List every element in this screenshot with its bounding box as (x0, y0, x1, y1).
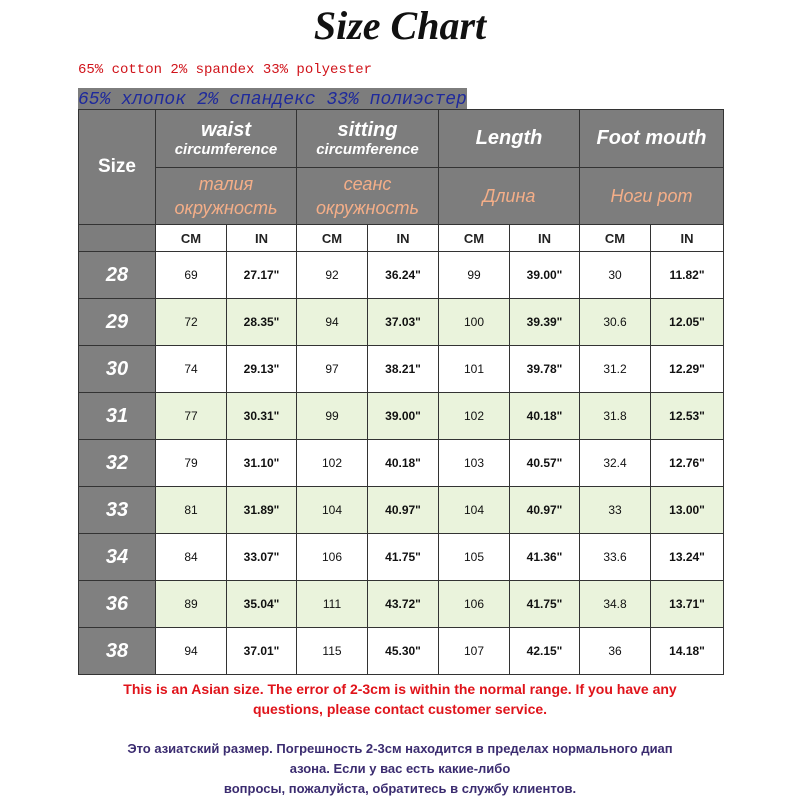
size-rows (79, 252, 724, 675)
foot-cm-cell: 30 (580, 252, 651, 299)
page-title: Size Chart (313, 3, 487, 48)
unit-in: IN (651, 225, 724, 252)
size-table (78, 109, 724, 675)
length-in-cell: 40.18" (510, 393, 580, 440)
waist-in-cell: 37.01" (227, 628, 297, 675)
foot-header (580, 110, 724, 168)
waist-in-cell: 31.89" (227, 487, 297, 534)
material-english: 65% cotton 2% spandex 33% polyester (78, 62, 373, 78)
note-russian-line1: Это азиатский размер. Погрешность 2-3см находится в пределах нормального диап (127, 741, 673, 756)
length-cm-cell: 104 (439, 487, 510, 534)
note-russian-line2: азона. Если у вас есть какие-либо (289, 761, 511, 776)
size-cell: 28 (79, 252, 156, 299)
waist-cm-cell: 74 (156, 346, 227, 393)
length-in-cell: 42.15" (510, 628, 580, 675)
size-cell: 30 (79, 346, 156, 393)
sitting-in-cell: 41.75" (368, 534, 439, 581)
waist-cm-cell: 84 (156, 534, 227, 581)
length-cm-cell: 100 (439, 299, 510, 346)
sitting-cm-cell: 92 (297, 252, 368, 299)
foot-in-cell: 12.29" (651, 346, 724, 393)
foot-cm-cell: 36 (580, 628, 651, 675)
waist-header (156, 110, 297, 168)
unit-in: IN (368, 225, 439, 252)
unit-cm: CM (156, 225, 227, 252)
sitting-in-cell: 43.72" (368, 581, 439, 628)
waist-in-cell: 35.04" (227, 581, 297, 628)
size-cell: 36 (79, 581, 156, 628)
length-header-ru: Длина (439, 168, 580, 225)
foot-cm-cell: 33.6 (580, 534, 651, 581)
length-cm-cell: 103 (439, 440, 510, 487)
length-in-cell: 40.57" (510, 440, 580, 487)
size-cell: 32 (79, 440, 156, 487)
table-row (79, 299, 724, 346)
waist-cm-cell: 79 (156, 440, 227, 487)
length-cm-cell: 107 (439, 628, 510, 675)
sitting-cm-cell: 97 (297, 346, 368, 393)
foot-in-cell: 12.05" (651, 299, 724, 346)
waist-in-cell: 31.10" (227, 440, 297, 487)
waist-in-cell: 27.17" (227, 252, 297, 299)
foot-in-cell: 11.82" (651, 252, 724, 299)
sitting-cm-cell: 99 (297, 393, 368, 440)
foot-cm-cell: 34.8 (580, 581, 651, 628)
sitting-in-cell: 40.97" (368, 487, 439, 534)
sitting-header-ru: сеанс окружность (297, 168, 439, 225)
length-cm-cell: 106 (439, 581, 510, 628)
sitting-cm-cell: 106 (297, 534, 368, 581)
foot-in-cell: 13.71" (651, 581, 724, 628)
sitting-cm-cell: 115 (297, 628, 368, 675)
table-row (79, 534, 724, 581)
table-row (79, 346, 724, 393)
size-cell: 34 (79, 534, 156, 581)
note-russian (0, 739, 800, 799)
note-russian-line3: вопросы, пожалуйста, обратитесь в службу клиентов. (223, 781, 577, 796)
length-header-label: Length (475, 127, 543, 149)
sitting-in-cell: 40.18" (368, 440, 439, 487)
length-in-cell: 39.39" (510, 299, 580, 346)
length-cm-cell: 105 (439, 534, 510, 581)
waist-in-cell: 28.35" (227, 299, 297, 346)
size-cell: 31 (79, 393, 156, 440)
waist-cm-cell: 72 (156, 299, 227, 346)
foot-in-cell: 13.24" (651, 534, 724, 581)
size-header-blank (79, 225, 156, 252)
waist-in-cell: 29.13" (227, 346, 297, 393)
unit-cm: CM (439, 225, 510, 252)
length-cm-cell: 101 (439, 346, 510, 393)
waist-header-ru: талия окружность (156, 168, 297, 225)
waist-cm-cell: 81 (156, 487, 227, 534)
foot-cm-cell: 33 (580, 487, 651, 534)
size-cell: 33 (79, 487, 156, 534)
length-in-cell: 41.75" (510, 581, 580, 628)
size-cell: 38 (79, 628, 156, 675)
table-row (79, 581, 724, 628)
length-in-cell: 41.36" (510, 534, 580, 581)
table-row (79, 487, 724, 534)
sitting-cm-cell: 111 (297, 581, 368, 628)
waist-cm-cell: 77 (156, 393, 227, 440)
sitting-in-cell: 36.24" (368, 252, 439, 299)
length-cm-cell: 99 (439, 252, 510, 299)
unit-cm: CM (580, 225, 651, 252)
waist-header-line1: waist (200, 118, 252, 141)
foot-in-cell: 12.53" (651, 393, 724, 440)
sitting-cm-cell: 104 (297, 487, 368, 534)
waist-cm-cell: 69 (156, 252, 227, 299)
length-in-cell: 40.97" (510, 487, 580, 534)
note-english-line2: questions, please contact customer service. (252, 701, 548, 717)
sitting-in-cell: 39.00" (368, 393, 439, 440)
foot-in-cell: 14.18" (651, 628, 724, 675)
foot-cm-cell: 31.2 (580, 346, 651, 393)
foot-in-cell: 12.76" (651, 440, 724, 487)
note-english (0, 679, 800, 719)
unit-in: IN (227, 225, 297, 252)
sitting-cm-cell: 94 (297, 299, 368, 346)
sitting-in-cell: 37.03" (368, 299, 439, 346)
sitting-header (297, 110, 439, 168)
table-row (79, 628, 724, 675)
sitting-header-line2: circumference (316, 140, 419, 158)
foot-header-label: Foot mouth (596, 127, 707, 149)
length-cm-cell: 102 (439, 393, 510, 440)
size-header: Size (79, 110, 156, 225)
foot-cm-cell: 30.6 (580, 299, 651, 346)
foot-cm-cell: 32.4 (580, 440, 651, 487)
sitting-header-line1: sitting (337, 118, 398, 141)
material-russian: 65% хлопок 2% спандекс 33% полиэстер (78, 90, 467, 110)
size-cell: 29 (79, 299, 156, 346)
unit-cm: CM (297, 225, 368, 252)
waist-cm-cell: 89 (156, 581, 227, 628)
foot-cm-cell: 31.8 (580, 393, 651, 440)
waist-in-cell: 33.07" (227, 534, 297, 581)
waist-in-cell: 30.31" (227, 393, 297, 440)
sitting-cm-cell: 102 (297, 440, 368, 487)
sitting-in-cell: 45.30" (368, 628, 439, 675)
sitting-in-cell: 38.21" (368, 346, 439, 393)
table-row (79, 393, 724, 440)
length-in-cell: 39.78" (510, 346, 580, 393)
waist-header-line2: circumference (174, 140, 278, 158)
table-row (79, 440, 724, 487)
length-header (439, 110, 580, 168)
foot-header-ru: Ноги рот (580, 168, 724, 225)
foot-in-cell: 13.00" (651, 487, 724, 534)
length-in-cell: 39.00" (510, 252, 580, 299)
unit-in: IN (510, 225, 580, 252)
table-row (79, 252, 724, 299)
note-english-line1: This is an Asian size. The error of 2-3cm is within the normal range. If you have any (123, 681, 677, 697)
waist-cm-cell: 94 (156, 628, 227, 675)
